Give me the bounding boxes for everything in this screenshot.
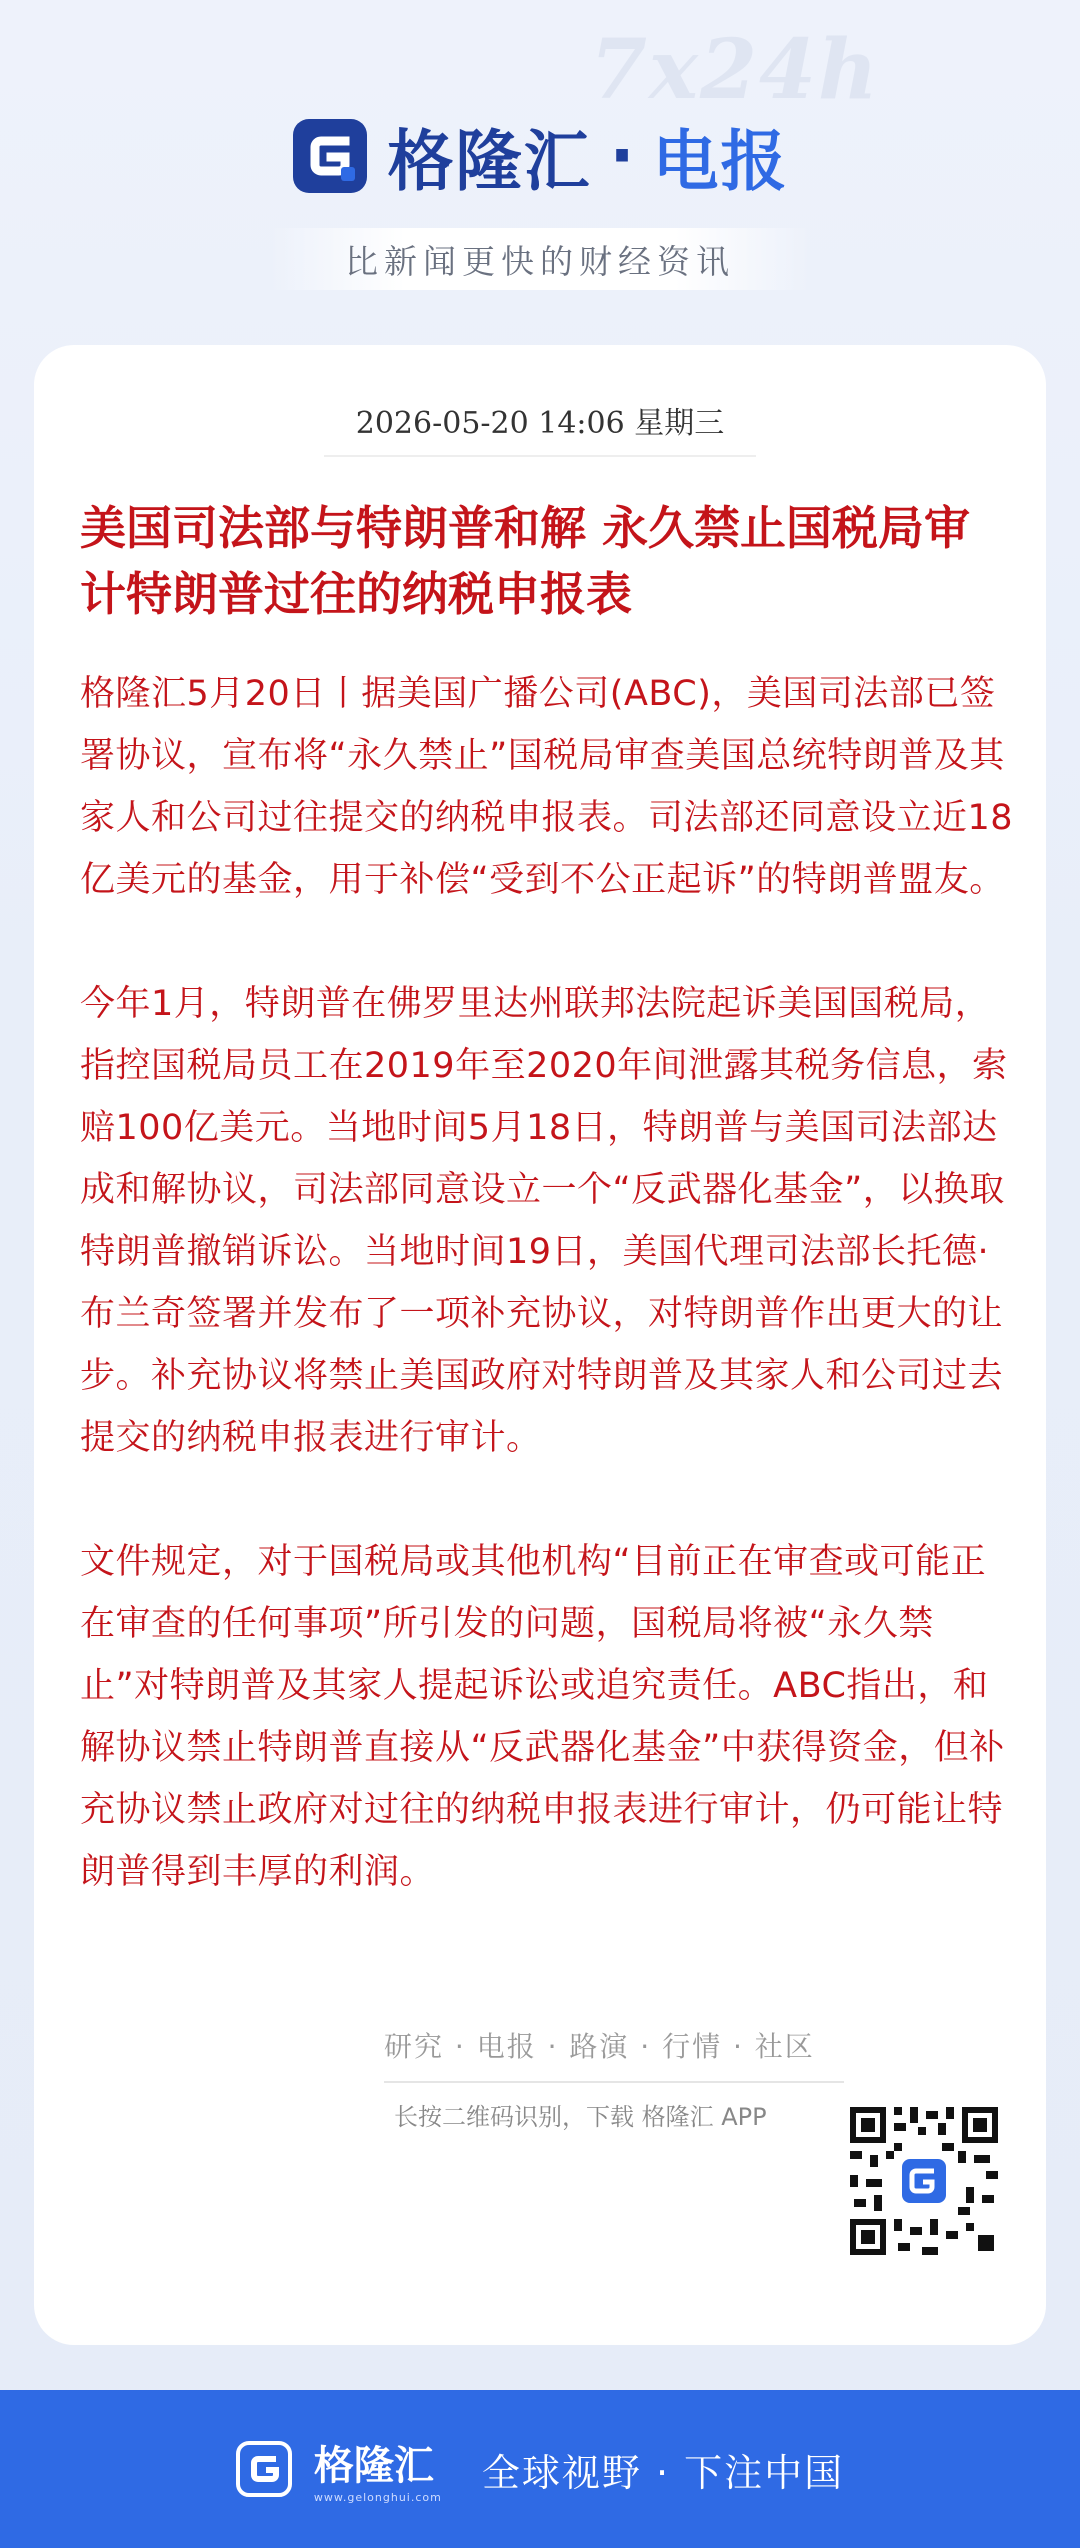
footer-links: 研究 · 电报 · 路演 · 行情 · 社区 xyxy=(384,2030,815,2063)
article-paragraph: 文件规定，对于国税局或其他机构“目前正在审查或可能正在审查的任何事项”所引发的问题，国税局将被“永久禁止”对特朗普及其家人提起诉讼或追究责任。ABC指出，和解协议禁止特朗普直接从“反武器化基金”中获得资金，但补充协议禁止政府对过往的纳税申报表进行审计，仍可能让特朗普得到丰厚的利润。 xyxy=(80,1542,1005,1892)
qr-code-icon[interactable] xyxy=(846,2103,1002,2259)
datetime-bar xyxy=(324,385,756,457)
header xyxy=(0,0,1080,340)
article-body xyxy=(80,663,1020,1965)
brand-sub-title: 电报 xyxy=(652,123,789,200)
gelonghui-logo-icon xyxy=(236,2441,292,2497)
brand-separator-dot: · xyxy=(609,117,635,194)
publish-datetime: 2026-05-20 14:06 星期三 xyxy=(355,406,725,441)
bottom-brand-domain: www.gelonghui.com xyxy=(313,2491,442,2504)
brand-name: 格隆汇 xyxy=(387,123,592,200)
slogan-banner xyxy=(270,228,810,290)
bottom-brand-name: 格隆汇 xyxy=(313,2443,434,2489)
watermark-7x24h: 7x24h xyxy=(590,22,880,118)
bottom-brand-block xyxy=(314,2434,442,2504)
slogan-text: 比新闻更快的财经资讯 xyxy=(345,241,735,281)
bottom-brand-band xyxy=(0,2390,1080,2548)
brand-row xyxy=(0,108,1080,203)
news-card xyxy=(34,345,1046,2345)
gelonghui-logo-icon xyxy=(291,117,369,195)
news-headline: 美国司法部与特朗普和解 永久禁止国税局审计特朗普过往的纳税申报表 xyxy=(80,501,971,621)
footer-download-hint: 长按二维码识别，下载 格隆汇 APP xyxy=(394,2103,767,2131)
footer-divider xyxy=(384,2081,844,2083)
article-paragraph: 格隆汇5月20日丨据美国广播公司(ABC)，美国司法部已签署协议，宣布将“永久禁止”国税局审查美国总统特朗普及其家人和公司过往提交的纳税申报表。司法部还同意设立近18亿美元的基金，用于补偿“受到不公正起诉”的特朗普盟友。 xyxy=(80,674,1014,900)
bottom-slogan: 全球视野 · 下注中国 xyxy=(481,2450,845,2495)
article-paragraph: 今年1月，特朗普在佛罗里达州联邦法院起诉美国国税局，指控国税局员工在2019年至2020年间泄露其税务信息，索赔100亿美元。当地时间5月18日，特朗普与美国司法部达成和解协议，司法部同意设立一个“反武器化基金”，以换取特朗普撤销诉讼。当地时间19日，美国代理司法部长托德·布兰奇签署并发布了一项补充协议，对特朗普作出更大的让步。补充协议将禁止美国政府对特朗普及其家人和公司过去提交的纳税申报表进行审计。 xyxy=(80,984,1008,1458)
